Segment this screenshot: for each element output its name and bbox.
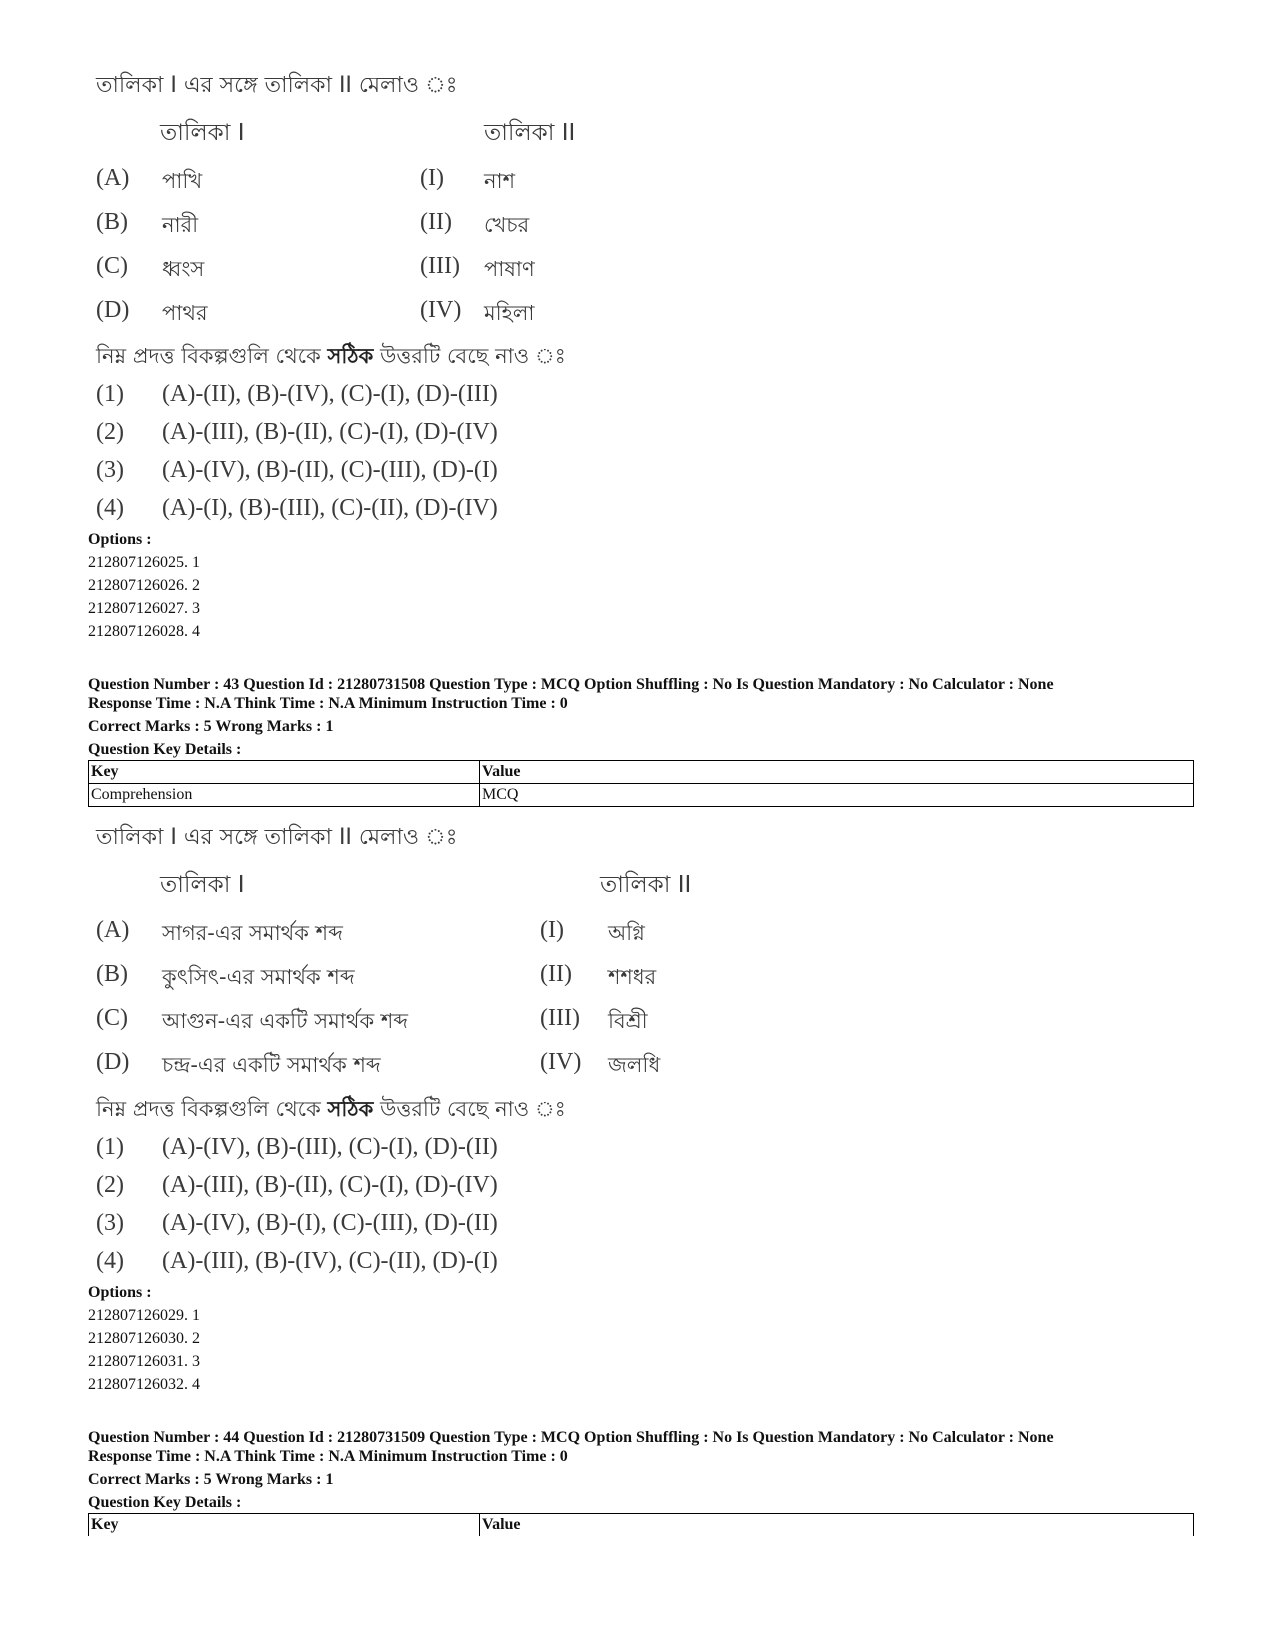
list-1-heading: তালিকা I: [160, 120, 245, 146]
row-d-label: (D): [96, 297, 130, 323]
question-43-marks: Correct Marks : 5 Wrong Marks : 1: [88, 718, 334, 735]
row-ii-label: (II): [420, 209, 452, 235]
row-iv-label: (IV): [540, 1049, 582, 1075]
row-i-label: (I): [420, 165, 444, 191]
value-cell: MCQ: [480, 784, 1194, 807]
question-44-info: Question Number : 44 Question Id : 21280731509 Question Type : MCQ Option Shuffling : No Is Question Mandatory : No Calculator : None: [88, 1429, 1054, 1446]
row-iii-label: (III): [540, 1005, 580, 1031]
option-id: 212807126027. 3: [88, 600, 200, 617]
option-id: 212807126032. 4: [88, 1376, 200, 1393]
answer-2-text: (A)-(III), (B)-(II), (C)-(I), (D)-(IV): [162, 1172, 498, 1198]
row-d-item: পাথর: [162, 301, 208, 325]
row-iv-item: মহিলা: [484, 301, 535, 325]
question-43-timing: Response Time : N.A Think Time : N.A Minimum Instruction Time : 0: [88, 695, 568, 712]
answer-1-text: (A)-(II), (B)-(IV), (C)-(I), (D)-(III): [162, 381, 498, 407]
question-44-marks: Correct Marks : 5 Wrong Marks : 1: [88, 1471, 334, 1488]
answer-4-number: (4): [96, 1248, 124, 1274]
row-iii-label: (III): [420, 253, 460, 279]
key-header: Key: [89, 761, 480, 784]
answer-2-text: (A)-(III), (B)-(II), (C)-(I), (D)-(IV): [162, 419, 498, 445]
table-header-row: [89, 1514, 1194, 1537]
question-44-key-table: [88, 1513, 1194, 1536]
row-i-item: নাশ: [484, 169, 516, 193]
row-a-item: সাগর-এর সমার্থক শব্দ: [162, 921, 343, 945]
row-a-item: পাখি: [162, 169, 203, 193]
row-c-item: আগুন-এর একটি সমার্থক শব্দ: [162, 1009, 408, 1033]
answer-2-number: (2): [96, 419, 124, 445]
option-id: 212807126030. 2: [88, 1330, 200, 1347]
key-cell: Comprehension: [89, 784, 480, 807]
option-id: 212807126026. 2: [88, 577, 200, 594]
question-43-info: Question Number : 43 Question Id : 21280731508 Question Type : MCQ Option Shuffling : No Is Question Mandatory : No Calculator : None: [88, 676, 1054, 693]
row-b-label: (B): [96, 961, 128, 987]
row-c-item: ধ্বংস: [162, 257, 205, 281]
row-i-label: (I): [540, 917, 564, 943]
question-44-key-details-label: Question Key Details :: [88, 1494, 242, 1511]
row-a-label: (A): [96, 917, 130, 943]
answer-1-number: (1): [96, 381, 124, 407]
table-row: [89, 784, 1194, 807]
choose-correct-instruction: নিম্ন প্রদত্ত বিকল্পগুলি থেকে সঠিক উত্তরটি বেছে নাও ঃ: [96, 344, 566, 368]
option-id: 212807126028. 4: [88, 623, 200, 640]
row-b-item: কুৎসিৎ-এর সমার্থক শব্দ: [162, 965, 355, 989]
row-i-item: অগ্নি: [608, 921, 645, 945]
choose-correct-instruction: নিম্ন প্রদত্ত বিকল্পগুলি থেকে সঠিক উত্তরটি বেছে নাও ঃ: [96, 1097, 566, 1121]
answer-3-number: (3): [96, 1210, 124, 1236]
options-label: Options :: [88, 1284, 152, 1301]
row-iv-label: (IV): [420, 297, 462, 323]
row-c-label: (C): [96, 1005, 128, 1031]
row-iii-item: বিশ্রী: [608, 1009, 648, 1033]
row-d-label: (D): [96, 1049, 130, 1075]
answer-3-number: (3): [96, 457, 124, 483]
row-iv-item: জলধি: [608, 1053, 661, 1077]
list-2-heading: তালিকা II: [484, 120, 576, 146]
row-ii-item: খেচর: [484, 213, 530, 237]
value-header: Value: [480, 761, 1194, 784]
answer-3-text: (A)-(IV), (B)-(I), (C)-(III), (D)-(II): [162, 1210, 498, 1236]
row-ii-label: (II): [540, 961, 572, 987]
question-43-key-details-label: Question Key Details :: [88, 741, 242, 758]
list-2-heading: তালিকা II: [600, 872, 692, 898]
row-iii-item: পাষাণ: [484, 257, 535, 281]
answer-2-number: (2): [96, 1172, 124, 1198]
option-id: 212807126029. 1: [88, 1307, 200, 1324]
key-header: Key: [89, 1514, 480, 1537]
value-header: Value: [480, 1514, 1194, 1537]
match-instruction-title: তালিকা I এর সঙ্গে তালিকা II মেলাও ঃ: [96, 825, 458, 850]
row-c-label: (C): [96, 253, 128, 279]
match-instruction-title: তালিকা I এর সঙ্গে তালিকা II মেলাও ঃ: [96, 73, 458, 98]
table-header-row: [89, 761, 1194, 784]
row-ii-item: শশধর: [608, 965, 657, 989]
question-43-key-table: [88, 760, 1194, 807]
question-44-timing: Response Time : N.A Think Time : N.A Minimum Instruction Time : 0: [88, 1448, 568, 1465]
answer-4-text: (A)-(III), (B)-(IV), (C)-(II), (D)-(I): [162, 1248, 498, 1274]
option-id: 212807126025. 1: [88, 554, 200, 571]
row-b-item: নারী: [162, 213, 199, 237]
answer-4-text: (A)-(I), (B)-(III), (C)-(II), (D)-(IV): [162, 495, 498, 521]
answer-3-text: (A)-(IV), (B)-(II), (C)-(III), (D)-(I): [162, 457, 498, 483]
option-id: 212807126031. 3: [88, 1353, 200, 1370]
options-label: Options :: [88, 531, 152, 548]
row-b-label: (B): [96, 209, 128, 235]
row-a-label: (A): [96, 165, 130, 191]
row-d-item: চন্দ্র-এর একটি সমার্থক শব্দ: [162, 1053, 381, 1077]
answer-1-text: (A)-(IV), (B)-(III), (C)-(I), (D)-(II): [162, 1134, 498, 1160]
answer-1-number: (1): [96, 1134, 124, 1160]
list-1-heading: তালিকা I: [160, 872, 245, 898]
answer-4-number: (4): [96, 495, 124, 521]
